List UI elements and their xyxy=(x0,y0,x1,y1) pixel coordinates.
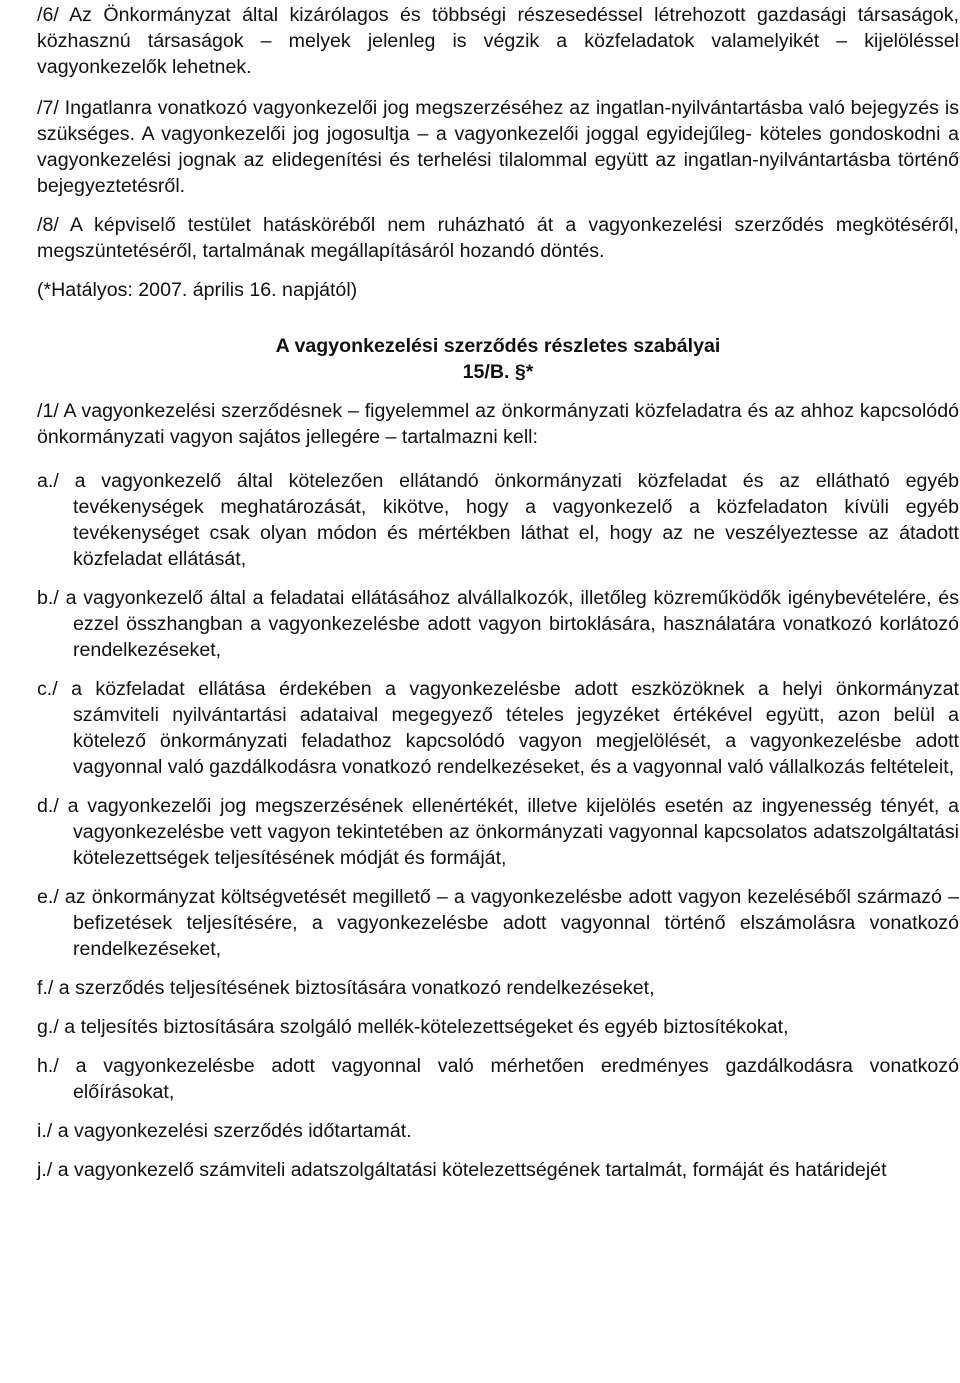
list-item-label: f./ xyxy=(37,977,54,999)
list-item-label: g./ xyxy=(37,1016,59,1038)
list-item-label: a./ xyxy=(37,470,59,492)
list-item-label: c./ xyxy=(37,678,58,700)
list-item-text: a vagyonkezelői jog megszerzésének ellenértékét, illetve kijelölés esetén az ingyenesség tényét, a vagyonkezelésbe vett vagyon tekintetében az önkormányzati vagyonnal kapcsolatos adatszolgáltatási kötelezettségek teljesítésének módját és formáját, xyxy=(67,795,959,869)
list-item-text: a közfeladat ellátása érdekében a vagyonkezelésbe adott eszközöknek a helyi önkormányzat számviteli nyilvántartási adataival megegyező tételes jegyzéket értékével együtt, azon belül a kötelező önkormányzati feladathoz kapcsolódó vagyon megjelölését, a vagyonkezelésbe adott vagyonnal való gazdálkodásra vonatkozó rendelkezéseket, és a vagyonnal való vállalkozás feltételeit, xyxy=(71,678,959,778)
list-item-text: a vagyonkezelési szerződés időtartamát. xyxy=(57,1120,412,1142)
list-item-label: j./ xyxy=(37,1159,53,1181)
list-item-label: e./ xyxy=(37,886,59,908)
list-item xyxy=(37,793,959,871)
paragraph-8: /8/ A képviselő testület hatásköréből nem ruházható át a vagyonkezelési szerződés megkötéséről, megszüntetéséről, tartalmának megállapításáról hozandó döntés. xyxy=(37,214,959,262)
list-item-text: a vagyonkezelésbe adott vagyonnal való mérhetően eredményes gazdálkodásra vonatkozó előírásokat, xyxy=(73,1055,959,1103)
list-item-label: i./ xyxy=(37,1120,53,1142)
contract-requirements-list xyxy=(37,468,959,1183)
list-item xyxy=(37,1157,959,1183)
list-item-label: b./ xyxy=(37,587,59,609)
list-item-text: a szerződés teljesítésének biztosítására vonatkozó rendelkezéseket, xyxy=(58,977,655,999)
list-item-text: a teljesítés biztosítására szolgáló mellék-kötelezettségeket és egyéb biztosítékokat, xyxy=(64,1016,789,1038)
list-item-text: a vagyonkezelő számviteli adatszolgáltatási kötelezettségének tartalmát, formáját és határidejét xyxy=(57,1159,887,1181)
paragraph-6: /6/ Az Önkormányzat által kizárólagos és többségi részesedéssel létrehozott gazdasági társaságok, közhasznú társaságok – melyek jelenleg is végzik a közfeladatok valamelyikét – kijelöléssel vagyonkezelők lehetnek. xyxy=(37,4,959,78)
list-item xyxy=(37,1053,959,1105)
section-number: 15/B. §* xyxy=(462,361,534,383)
section-title: A vagyonkezelési szerződés részletes szabályai xyxy=(275,335,721,357)
list-item-label: h./ xyxy=(37,1055,59,1077)
list-item xyxy=(37,676,959,780)
document-page xyxy=(37,2,959,1183)
list-item xyxy=(37,468,959,572)
list-item-label: d./ xyxy=(37,795,59,817)
paragraph-7: /7/ Ingatlanra vonatkozó vagyonkezelői jog megszerzéséhez az ingatlan-nyilvántartásba való bejegyzés is szükséges. A vagyonkezelői jog jogosultja – a vagyonkezelői joggal egyidejűleg- köteles gondoskodni a vagyonkezelési jognak az elidegenítési és terhelési tilalommal együtt az ingatlan-nyilvántartásba történő bejegyeztetésről. xyxy=(37,97,959,197)
list-item-text: az önkormányzat költségvetését megillető – a vagyonkezelésbe adott vagyon kezeléséből származó – befizetések teljesítésére, a vagyonkezelésbe adott vagyonnal történő elszámolásra vonatkozó rendelkezéseket, xyxy=(64,886,959,960)
list-item xyxy=(37,585,959,663)
list-item xyxy=(37,1014,959,1040)
list-item-text: a vagyonkezelő által a feladatai ellátásához alvállalkozók, illetőleg közreműködők igénybevételére, és ezzel összhangban a vagyonkezelésbe adott vagyon birtoklására, használatára vonatkozó korlátozó rendelkezéseket, xyxy=(65,587,959,661)
effective-date-note: (*Hatályos: 2007. április 16. napjától) xyxy=(37,279,358,301)
list-intro: /1/ A vagyonkezelési szerződésnek – figyelemmel az önkormányzati közfeladatra és az ahhoz kapcsolódó önkormányzati vagyon sajátos jellegére – tartalmazni kell: xyxy=(37,400,959,448)
list-item xyxy=(37,884,959,962)
list-item xyxy=(37,975,959,1001)
list-item xyxy=(37,1118,959,1144)
list-item-text: a vagyonkezelő által kötelezően ellátandó önkormányzati közfeladat és az ellátható egyéb tevékenységek meghatározását, kikötve, hogy a vagyonkezelő a közfeladaton kívüli egyéb tevékenységet csak olyan módon és mértékben láthat el, hogy az ne veszélyeztesse az átadott közfeladat ellátását, xyxy=(73,470,959,570)
